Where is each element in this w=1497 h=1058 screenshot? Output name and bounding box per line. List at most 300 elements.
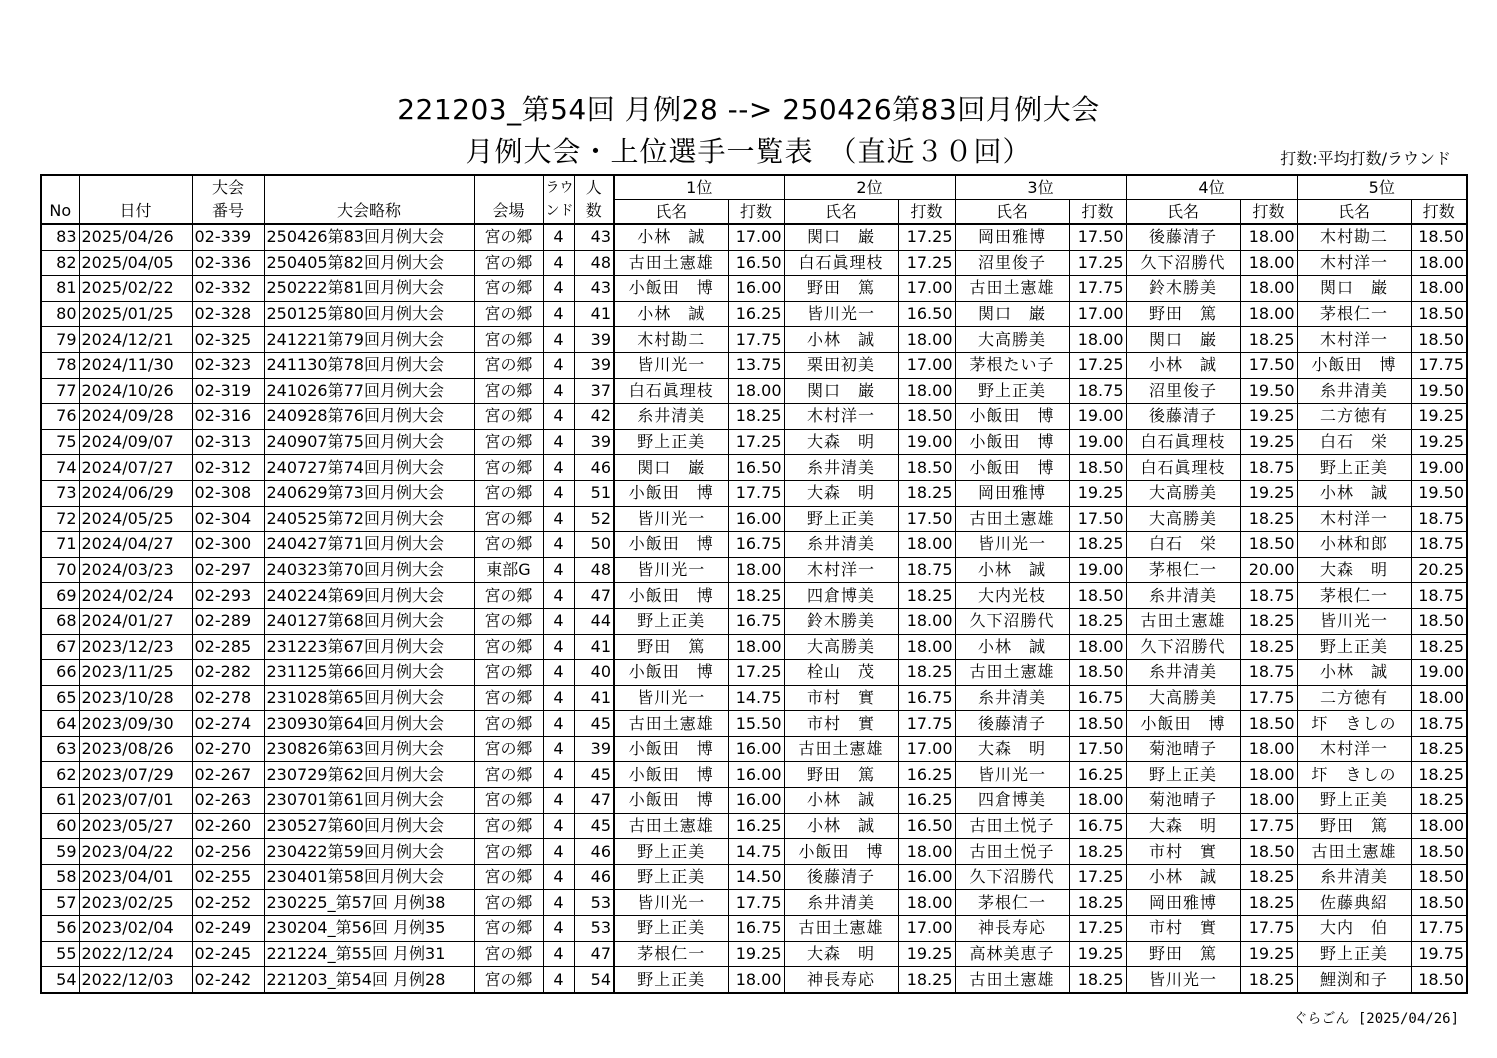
rank-2-name: 糸井清美: [784, 455, 898, 481]
row-event-number: 02-313: [192, 429, 264, 455]
rank-3-score: 18.25: [1069, 967, 1126, 993]
row-venue: 宮の郷: [474, 864, 543, 890]
rank-4-score: 19.50: [1240, 378, 1297, 404]
table-body: [41, 224, 1467, 993]
rank-1-name: 小飯田 博: [614, 276, 728, 302]
row-event-name: 250125第80回月例大会: [264, 301, 474, 327]
rank-5-name: 糸井清美: [1297, 864, 1411, 890]
rank-5-name: 小飯田 博: [1297, 352, 1411, 378]
row-date: 2025/02/22: [79, 276, 192, 302]
rank-2-name: 小林 誠: [784, 327, 898, 353]
row-players: 51: [574, 480, 614, 506]
rank-4-score: 18.50: [1240, 532, 1297, 558]
rank-1-score: 17.75: [728, 890, 784, 916]
table-row: [41, 813, 1467, 839]
rank-2-name: 野田 篤: [784, 762, 898, 788]
rank-3-score: 18.50: [1069, 583, 1126, 609]
rank-3-score: 19.25: [1069, 941, 1126, 967]
rank-5-score: 18.25: [1411, 762, 1467, 788]
rank-2-name: 小飯田 博: [784, 839, 898, 865]
row-venue: 宮の郷: [474, 762, 543, 788]
row-no: 55: [41, 941, 79, 967]
row-event-number: 02-249: [192, 916, 264, 942]
rank-4-name: 菊池晴子: [1126, 736, 1240, 762]
row-players: 43: [574, 224, 614, 250]
rank-1-score: 15.50: [728, 711, 784, 737]
row-players: 40: [574, 660, 614, 686]
rank-2-name: 大森 明: [784, 429, 898, 455]
rank-4-score: 18.25: [1240, 890, 1297, 916]
rank-4-score: 17.75: [1240, 916, 1297, 942]
rank-4-name: 鈴木勝美: [1126, 276, 1240, 302]
rank-3-name: 大森 明: [955, 736, 1069, 762]
row-no: 82: [41, 250, 79, 276]
row-no: 75: [41, 429, 79, 455]
row-event-number: 02-332: [192, 276, 264, 302]
rank-4-score: 18.00: [1240, 250, 1297, 276]
rank-3-score: 16.75: [1069, 813, 1126, 839]
row-venue: 宮の郷: [474, 660, 543, 686]
header-no: No: [41, 200, 79, 225]
row-event-name: 240629第73回月例大会: [264, 480, 474, 506]
rank-4-score: 18.25: [1240, 864, 1297, 890]
row-date: 2024/04/27: [79, 532, 192, 558]
header-rank-3: 3位: [955, 175, 1126, 200]
rank-4-name: 後藤清子: [1126, 224, 1240, 250]
row-players: 39: [574, 429, 614, 455]
rank-1-score: 16.00: [728, 788, 784, 814]
row-date: 2023/07/29: [79, 762, 192, 788]
row-rounds: 4: [543, 608, 574, 634]
row-venue: 宮の郷: [474, 890, 543, 916]
row-players: 43: [574, 276, 614, 302]
rank-3-name: 古田土憲雄: [955, 660, 1069, 686]
rank-4-name: 糸井清美: [1126, 660, 1240, 686]
row-players: 53: [574, 890, 614, 916]
header-num-top: 大会: [192, 175, 264, 200]
rank-4-name: 茅根仁一: [1126, 557, 1240, 583]
rank-3-score: 18.25: [1069, 839, 1126, 865]
rank-2-name: 古田土憲雄: [784, 916, 898, 942]
row-date: 2024/01/27: [79, 608, 192, 634]
table-row: [41, 532, 1467, 558]
row-event-name: 240727第74回月例大会: [264, 455, 474, 481]
rank-5-name: 圷 きしの: [1297, 762, 1411, 788]
rank-2-name: 四倉博美: [784, 583, 898, 609]
rank-5-name: 皆川光一: [1297, 608, 1411, 634]
rank-5-score: 19.25: [1411, 404, 1467, 430]
rank-4-score: 18.00: [1240, 301, 1297, 327]
rank-4-score: 18.00: [1240, 276, 1297, 302]
rank-3-score: 19.00: [1069, 404, 1126, 430]
row-rounds: 4: [543, 455, 574, 481]
rank-5-name: 木村勘二: [1297, 224, 1411, 250]
row-no: 76: [41, 404, 79, 430]
rank-1-name: 野上正美: [614, 429, 728, 455]
rank-2-score: 17.00: [898, 276, 955, 302]
rank-2-score: 16.50: [898, 813, 955, 839]
row-players: 41: [574, 301, 614, 327]
rank-1-name: 皆川光一: [614, 557, 728, 583]
row-no: 61: [41, 788, 79, 814]
rank-2-score: 18.25: [898, 583, 955, 609]
table-row: [41, 378, 1467, 404]
row-no: 81: [41, 276, 79, 302]
row-players: 39: [574, 327, 614, 353]
rank-2-score: 18.00: [898, 532, 955, 558]
row-event-name: 221224_第55回 月例31: [264, 941, 474, 967]
rank-4-name: 大森 明: [1126, 813, 1240, 839]
rank-4-name: 古田土憲雄: [1126, 608, 1240, 634]
row-rounds: 4: [543, 250, 574, 276]
rank-2-name: 関口 巌: [784, 224, 898, 250]
row-venue: 宮の郷: [474, 736, 543, 762]
row-venue: 宮の郷: [474, 301, 543, 327]
rank-3-score: 18.25: [1069, 890, 1126, 916]
row-date: 2023/09/30: [79, 711, 192, 737]
header-score: 打数: [1411, 200, 1467, 225]
rank-2-name: 古田土憲雄: [784, 736, 898, 762]
rank-3-name: 久下沼勝代: [955, 864, 1069, 890]
table-row: [41, 660, 1467, 686]
rank-2-score: 17.00: [898, 916, 955, 942]
table-row: [41, 480, 1467, 506]
rank-4-name: 後藤清子: [1126, 404, 1240, 430]
rank-1-name: 古田土憲雄: [614, 813, 728, 839]
rank-4-name: 皆川光一: [1126, 967, 1240, 993]
row-event-name: 230422第59回月例大会: [264, 839, 474, 865]
rank-5-name: 圷 きしの: [1297, 711, 1411, 737]
rank-2-score: 16.75: [898, 685, 955, 711]
row-date: 2024/10/26: [79, 378, 192, 404]
rank-5-score: 17.75: [1411, 352, 1467, 378]
row-event-number: 02-282: [192, 660, 264, 686]
row-date: 2024/11/30: [79, 352, 192, 378]
rank-1-score: 16.00: [728, 506, 784, 532]
row-rounds: 4: [543, 736, 574, 762]
row-players: 45: [574, 711, 614, 737]
rank-2-name: 小林 誠: [784, 788, 898, 814]
rank-1-name: 野上正美: [614, 864, 728, 890]
row-event-name: 240907第75回月例大会: [264, 429, 474, 455]
rank-3-name: 小飯田 博: [955, 429, 1069, 455]
header-name: 氏名: [1126, 200, 1240, 225]
rank-2-name: 木村洋一: [784, 404, 898, 430]
row-date: 2023/02/04: [79, 916, 192, 942]
table-row: [41, 583, 1467, 609]
table-header: [41, 175, 1467, 224]
rank-1-score: 16.50: [728, 455, 784, 481]
rank-2-score: 17.50: [898, 506, 955, 532]
row-event-number: 02-297: [192, 557, 264, 583]
rank-4-name: 岡田雅博: [1126, 890, 1240, 916]
header-name: 氏名: [955, 200, 1069, 225]
row-rounds: 4: [543, 327, 574, 353]
rank-4-score: 18.25: [1240, 327, 1297, 353]
row-event-name: 230204_第56回 月例35: [264, 916, 474, 942]
row-event-name: 231028第65回月例大会: [264, 685, 474, 711]
rank-4-score: 18.75: [1240, 660, 1297, 686]
rank-5-name: 大森 明: [1297, 557, 1411, 583]
rank-2-name: 栗田初美: [784, 352, 898, 378]
rank-5-name: 鯉渕和子: [1297, 967, 1411, 993]
row-event-number: 02-267: [192, 762, 264, 788]
rank-3-name: 大内光枝: [955, 583, 1069, 609]
rank-3-name: 久下沼勝代: [955, 608, 1069, 634]
rank-2-score: 16.00: [898, 864, 955, 890]
rank-1-score: 13.75: [728, 352, 784, 378]
row-date: 2022/12/03: [79, 967, 192, 993]
rank-2-score: 18.50: [898, 455, 955, 481]
rank-1-score: 16.75: [728, 916, 784, 942]
rank-2-score: 16.25: [898, 788, 955, 814]
rank-4-score: 18.25: [1240, 608, 1297, 634]
row-event-number: 02-316: [192, 404, 264, 430]
rank-4-name: 白石 栄: [1126, 532, 1240, 558]
row-players: 53: [574, 916, 614, 942]
rank-2-score: 16.50: [898, 301, 955, 327]
rank-1-name: 小飯田 博: [614, 532, 728, 558]
row-rounds: 4: [543, 839, 574, 865]
rank-5-name: 茅根仁一: [1297, 583, 1411, 609]
rank-2-score: 17.00: [898, 352, 955, 378]
rank-3-score: 18.00: [1069, 788, 1126, 814]
rank-4-name: 関口 巌: [1126, 327, 1240, 353]
rank-3-score: 19.25: [1069, 480, 1126, 506]
rank-3-name: 四倉博美: [955, 788, 1069, 814]
row-date: 2023/08/26: [79, 736, 192, 762]
row-venue: 宮の郷: [474, 634, 543, 660]
row-no: 83: [41, 224, 79, 250]
row-no: 54: [41, 967, 79, 993]
row-venue: 宮の郷: [474, 711, 543, 737]
row-venue: 宮の郷: [474, 224, 543, 250]
row-no: 69: [41, 583, 79, 609]
rank-2-name: 関口 巌: [784, 378, 898, 404]
rank-1-score: 16.75: [728, 532, 784, 558]
rank-1-score: 18.00: [728, 557, 784, 583]
row-players: 37: [574, 378, 614, 404]
rank-3-score: 17.25: [1069, 250, 1126, 276]
rank-5-name: 木村洋一: [1297, 506, 1411, 532]
table-row: [41, 762, 1467, 788]
rank-2-score: 18.00: [898, 608, 955, 634]
rank-3-name: 皆川光一: [955, 762, 1069, 788]
rank-1-score: 14.75: [728, 839, 784, 865]
header-rank-2: 2位: [784, 175, 955, 200]
row-date: 2025/04/26: [79, 224, 192, 250]
rank-3-score: 19.00: [1069, 557, 1126, 583]
row-no: 80: [41, 301, 79, 327]
row-event-number: 02-278: [192, 685, 264, 711]
row-date: 2023/02/25: [79, 890, 192, 916]
header-score: 打数: [898, 200, 955, 225]
row-date: 2023/05/27: [79, 813, 192, 839]
rank-1-score: 18.00: [728, 378, 784, 404]
row-rounds: 4: [543, 916, 574, 942]
header-players-top: 人: [574, 175, 614, 200]
row-event-number: 02-289: [192, 608, 264, 634]
rank-2-score: 18.00: [898, 378, 955, 404]
rank-5-score: 18.75: [1411, 583, 1467, 609]
rank-3-score: 17.75: [1069, 276, 1126, 302]
row-event-number: 02-270: [192, 736, 264, 762]
row-rounds: 4: [543, 788, 574, 814]
rank-1-score: 16.75: [728, 608, 784, 634]
rank-2-name: 鈴木勝美: [784, 608, 898, 634]
row-event-name: 230527第60回月例大会: [264, 813, 474, 839]
rank-5-score: 18.25: [1411, 736, 1467, 762]
row-venue: 宮の郷: [474, 404, 543, 430]
rank-1-score: 18.25: [728, 583, 784, 609]
rank-5-name: 木村洋一: [1297, 736, 1411, 762]
rank-3-score: 19.00: [1069, 429, 1126, 455]
rank-4-score: 18.50: [1240, 839, 1297, 865]
row-no: 58: [41, 864, 79, 890]
rank-4-score: 18.00: [1240, 736, 1297, 762]
row-event-number: 02-312: [192, 455, 264, 481]
row-venue: 宮の郷: [474, 532, 543, 558]
header-rounds-top: ラウ: [543, 175, 574, 200]
row-event-number: 02-323: [192, 352, 264, 378]
row-no: 62: [41, 762, 79, 788]
rank-4-name: 大高勝美: [1126, 685, 1240, 711]
rank-4-score: 17.75: [1240, 813, 1297, 839]
table-row: [41, 685, 1467, 711]
rank-3-name: 岡田雅博: [955, 480, 1069, 506]
row-event-name: 221203_第54回 月例28: [264, 967, 474, 993]
row-players: 48: [574, 250, 614, 276]
rank-2-name: 木村洋一: [784, 557, 898, 583]
row-event-number: 02-304: [192, 506, 264, 532]
rank-1-score: 16.25: [728, 813, 784, 839]
row-players: 47: [574, 583, 614, 609]
row-event-name: 241221第79回月例大会: [264, 327, 474, 353]
rank-1-score: 17.75: [728, 327, 784, 353]
rank-1-name: 皆川光一: [614, 685, 728, 711]
rank-5-score: 18.00: [1411, 685, 1467, 711]
row-no: 57: [41, 890, 79, 916]
rank-5-score: 19.75: [1411, 941, 1467, 967]
rank-4-name: 大高勝美: [1126, 480, 1240, 506]
header-score: 打数: [1240, 200, 1297, 225]
row-rounds: 4: [543, 890, 574, 916]
rank-3-name: 後藤清子: [955, 711, 1069, 737]
rank-1-name: 野田 篤: [614, 634, 728, 660]
row-event-number: 02-285: [192, 634, 264, 660]
table-row: [41, 864, 1467, 890]
header-name: 氏名: [784, 200, 898, 225]
row-no: 74: [41, 455, 79, 481]
rank-4-name: 野田 篤: [1126, 301, 1240, 327]
rank-3-score: 18.50: [1069, 455, 1126, 481]
table-row: [41, 941, 1467, 967]
table-row: [41, 429, 1467, 455]
row-event-name: 230225_第57回 月例38: [264, 890, 474, 916]
rank-2-score: 16.25: [898, 762, 955, 788]
row-venue: 宮の郷: [474, 788, 543, 814]
row-no: 78: [41, 352, 79, 378]
rank-4-name: 白石眞理枝: [1126, 429, 1240, 455]
row-players: 41: [574, 634, 614, 660]
rank-1-name: 白石眞理枝: [614, 378, 728, 404]
row-venue: 東部G: [474, 557, 543, 583]
row-venue: 宮の郷: [474, 583, 543, 609]
rank-1-score: 16.25: [728, 301, 784, 327]
rank-1-score: 17.25: [728, 660, 784, 686]
rank-2-name: 栓山 茂: [784, 660, 898, 686]
rank-2-name: 大高勝美: [784, 634, 898, 660]
rank-3-name: 大高勝美: [955, 327, 1069, 353]
row-event-number: 02-274: [192, 711, 264, 737]
table-row: [41, 404, 1467, 430]
row-venue: 宮の郷: [474, 813, 543, 839]
rank-2-score: 18.25: [898, 967, 955, 993]
rank-3-score: 16.25: [1069, 762, 1126, 788]
rank-5-score: 18.50: [1411, 608, 1467, 634]
row-date: 2024/09/28: [79, 404, 192, 430]
rank-5-score: 18.00: [1411, 276, 1467, 302]
table-row: [41, 916, 1467, 942]
rank-4-name: 糸井清美: [1126, 583, 1240, 609]
table-row: [41, 557, 1467, 583]
row-rounds: 4: [543, 378, 574, 404]
header-num-bottom: 番号: [192, 200, 264, 225]
rank-3-score: 18.25: [1069, 608, 1126, 634]
row-rounds: 4: [543, 276, 574, 302]
row-players: 46: [574, 864, 614, 890]
rank-1-score: 19.25: [728, 941, 784, 967]
row-event-name: 230826第63回月例大会: [264, 736, 474, 762]
row-event-name: 230701第61回月例大会: [264, 788, 474, 814]
row-no: 66: [41, 660, 79, 686]
page-subtitle: 月例大会・上位選手一覧表 （直近３０回）: [465, 135, 1032, 168]
row-rounds: 4: [543, 583, 574, 609]
rank-1-name: 小飯田 博: [614, 736, 728, 762]
rank-4-name: 野田 篤: [1126, 941, 1240, 967]
rank-3-name: 沼里俊子: [955, 250, 1069, 276]
rank-1-score: 17.00: [728, 224, 784, 250]
rank-4-name: 大高勝美: [1126, 506, 1240, 532]
rank-2-score: 17.25: [898, 250, 955, 276]
row-event-name: 231223第67回月例大会: [264, 634, 474, 660]
rank-5-name: 野上正美: [1297, 455, 1411, 481]
row-no: 77: [41, 378, 79, 404]
rank-2-name: 後藤清子: [784, 864, 898, 890]
rank-3-score: 17.25: [1069, 916, 1126, 942]
row-event-name: 250405第82回月例大会: [264, 250, 474, 276]
rank-1-name: 茅根仁一: [614, 941, 728, 967]
rank-2-name: 白石眞理枝: [784, 250, 898, 276]
rank-3-name: 古田土憲雄: [955, 506, 1069, 532]
rank-2-score: 18.50: [898, 404, 955, 430]
row-players: 39: [574, 352, 614, 378]
rank-3-name: 皆川光一: [955, 532, 1069, 558]
rank-5-name: 白石 栄: [1297, 429, 1411, 455]
rank-2-name: 野田 篤: [784, 276, 898, 302]
row-rounds: 4: [543, 532, 574, 558]
rank-4-score: 18.25: [1240, 506, 1297, 532]
row-rounds: 4: [543, 660, 574, 686]
rank-1-name: 小飯田 博: [614, 788, 728, 814]
rank-3-score: 18.50: [1069, 660, 1126, 686]
rank-2-score: 18.00: [898, 890, 955, 916]
table-row: [41, 327, 1467, 353]
rank-3-name: 小飯田 博: [955, 404, 1069, 430]
rank-4-score: 17.75: [1240, 685, 1297, 711]
row-players: 42: [574, 404, 614, 430]
row-venue: 宮の郷: [474, 967, 543, 993]
